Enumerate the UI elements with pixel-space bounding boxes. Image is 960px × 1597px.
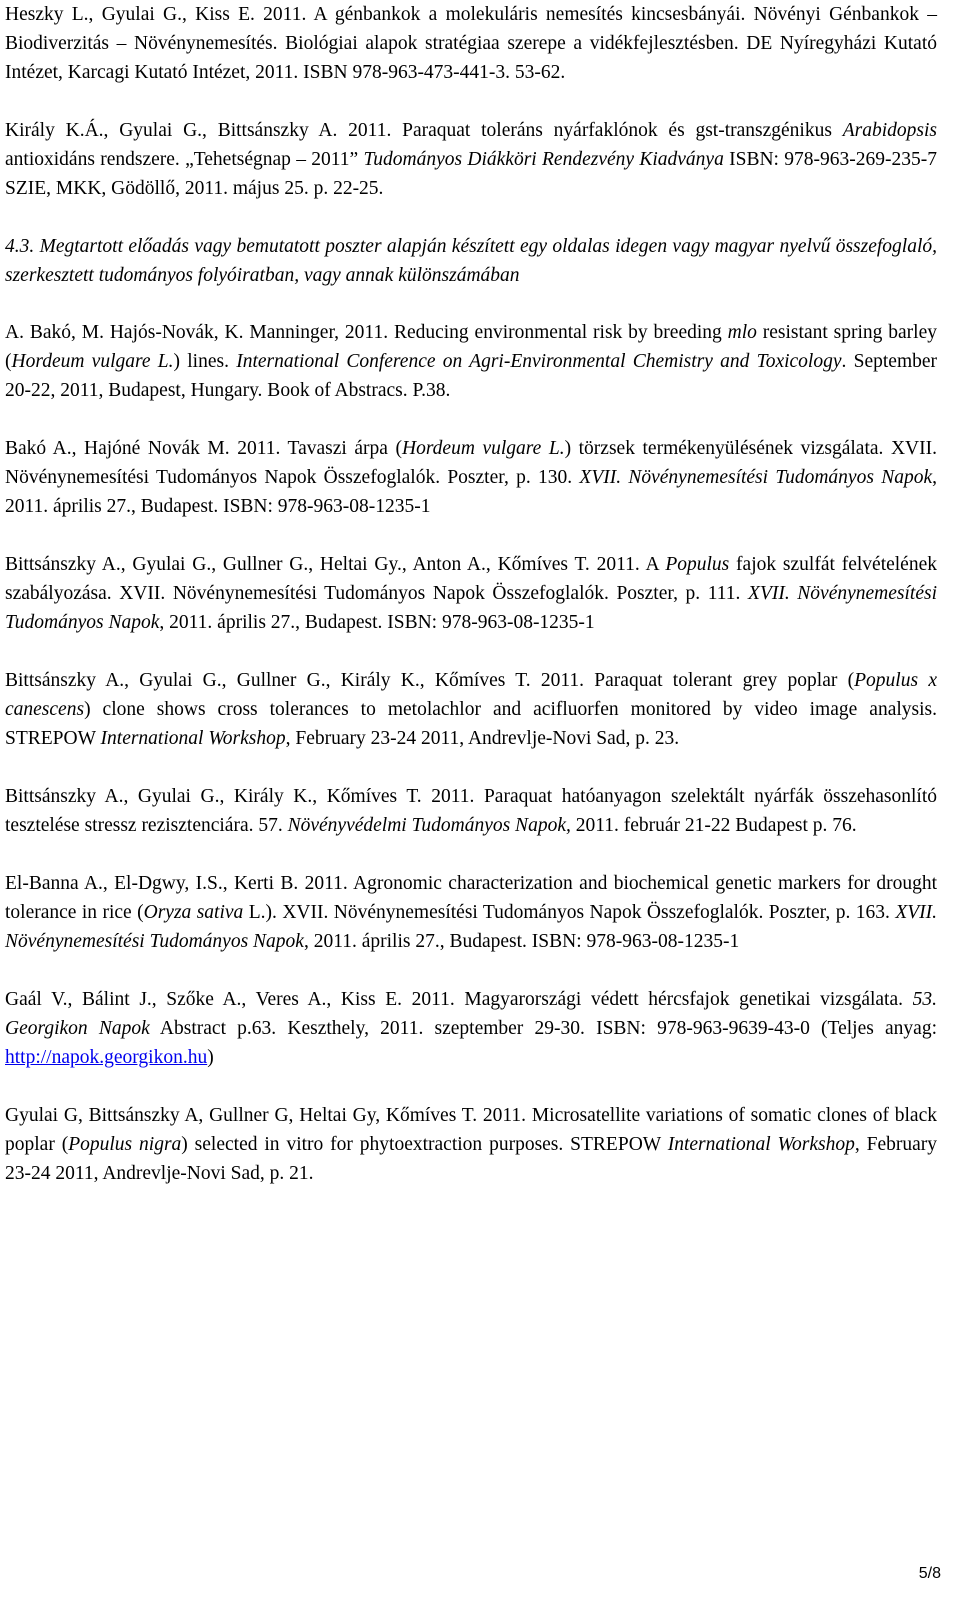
- reference-text: Gaál V., Bálint J., Szőke A., Veres A., Kiss E. 2011. Magyarországi védett hércsfajok genetikai vizsgálata.: [5, 989, 913, 1010]
- reference-italic-text: Hordeum vulgare L.: [11, 351, 174, 372]
- reference-entry: [5, 0, 937, 87]
- reference-entry: [5, 666, 937, 753]
- spacer: [5, 203, 937, 232]
- reference-text: Bittsánszky A., Gyulai G., Gullner G., Heltai Gy., Anton A., Kőmíves T. 2011. A: [5, 554, 666, 575]
- reference-text: , 2011. április 27., Budapest. ISBN: 978-963-08-1235-1: [303, 931, 740, 952]
- section-heading: 4.3. Megtartott előadás vagy bemutatott poszter alapján készített egy oldalas idegen vagy magyar nyelvű összefoglaló, szerkesztett tudományos folyóiratban, vagy annak különszámában: [5, 236, 937, 286]
- reference-italic-text: Arabidopsis: [842, 120, 937, 141]
- reference-entry: [5, 1101, 937, 1188]
- reference-entry: [5, 782, 937, 840]
- reference-italic-text: International Workshop: [100, 728, 286, 749]
- reference-text: Király K.Á., Gyulai G., Bittsánszky A. 2011. Paraquat toleráns nyárfaklónok és gst-transzgénikus: [5, 120, 843, 141]
- reference-text: 2011. február 21-22 Budapest p. 76.: [570, 815, 857, 836]
- spacer: [5, 290, 937, 318]
- reference-italic-text: mlo: [727, 322, 757, 343]
- reference-italic-text: International Workshop: [667, 1134, 855, 1155]
- reference-text: Heszky L., Gyulai G., Kiss E. 2011. A génbankok a molekuláris nemesítés kincsesbányái. Növényi Génbankok – Biodiverzitás – Növénynemesítés. Biológiai alapok stratégiaa szerepe a vidékfejlesztésben. DE Nyíregyházi Kutató Intézet, Karcagi Kutató Intézet, 2011. ISBN 978-963-473-441-3. 53-62.: [5, 4, 937, 83]
- reference-text: , February 23-24 2011, Andrevlje-Novi Sad, p. 23.: [285, 728, 680, 749]
- reference-italic-text: Tudományos Diákköri Rendezvény Kiadványa: [363, 149, 724, 170]
- reference-italic-text: Populus x canescens: [5, 670, 937, 720]
- reference-text: ) törzsek termékenyülésének vizsgálata. XVII. Növénynemesítési Tudományos Napok Összefoglalók. Poszter, p. 130.: [5, 438, 937, 488]
- reference-italic-text: XVII. Növénynemesítési Tudományos Napok: [5, 583, 938, 633]
- reference-italic-text: Növényvédelmi Tudományos Napok,: [287, 815, 571, 836]
- reference-text: . September 20-22, 2011, Budapest, Hungary. Book of Abstracs. P.38.: [5, 351, 938, 401]
- reference-text: antioxidáns rendszere. „Tehetségnap – 2011”: [5, 149, 364, 170]
- reference-italic-text: 53. Georgikon Napok: [5, 989, 937, 1039]
- reference-italic-text: Oryza sativa: [143, 902, 244, 923]
- reference-text: , 2011. április 27., Budapest. ISBN: 978-963-08-1235-1: [159, 612, 595, 633]
- reference-text: Gyulai G, Bittsánszky A, Gullner G, Heltai Gy, Kőmíves T. 2011. Microsatellite variations of somatic clones of black poplar (: [5, 1105, 937, 1155]
- reference-italic-text: Populus: [665, 554, 730, 575]
- reference-italic-text: XVII. Növénynemesítési Tudományos Napok: [579, 467, 933, 488]
- reference-text: fajok szulfát felvételének szabályozása. XVII. Növénynemesítési Tudományos Napok Összefoglalók. Poszter, p. 111.: [5, 554, 937, 604]
- page-number: 5/8: [918, 1565, 941, 1582]
- reference-text: ) lines.: [173, 351, 237, 372]
- spacer: [5, 637, 937, 666]
- reference-entry: [5, 434, 937, 521]
- reference-text: , 2011. április 27., Budapest. ISBN: 978-963-08-1235-1: [5, 467, 937, 517]
- reference-link[interactable]: http://napok.georgikon.hu: [5, 1047, 208, 1068]
- spacer: [5, 753, 937, 782]
- reference-text: L.). XVII. Növénynemesítési Tudományos Napok Összefoglalók. Poszter, p. 163.: [243, 902, 896, 923]
- document-page: [5, 0, 937, 1188]
- reference-text: Bakó A., Hajóné Novák M. 2011. Tavaszi árpa (: [5, 438, 402, 459]
- reference-text: ) clone shows cross tolerances to metolachlor and acifluorfen monitored by video image analysis. STREPOW: [5, 699, 937, 749]
- spacer: [5, 956, 937, 985]
- reference-entry: [5, 550, 937, 637]
- reference-list-top: [5, 0, 937, 203]
- spacer: [5, 87, 937, 116]
- reference-text: ): [207, 1047, 214, 1068]
- reference-entry: [5, 116, 937, 203]
- reference-italic-text: Populus nigra: [68, 1134, 182, 1155]
- reference-italic-text: XVII. Növénynemesítési Tudományos Napok: [5, 902, 937, 952]
- spacer: [5, 405, 937, 434]
- spacer: [5, 840, 937, 869]
- reference-text: ISBN: 978-963-269-235-7 SZIE, MKK, Gödöllő, 2011. május 25. p. 22-25.: [5, 149, 937, 199]
- reference-text: ) selected in vitro for phytoextraction purposes. STREPOW: [181, 1134, 668, 1155]
- reference-text: resistant spring barley (: [5, 322, 937, 372]
- reference-text: Abstract p.63. Keszthely, 2011. szeptember 29-30. ISBN: 978-963-9639-43-0 (Teljes anyag:: [149, 1018, 937, 1039]
- spacer: [5, 1072, 937, 1101]
- reference-text: , February 23-24 2011, Andrevlje-Novi Sad, p. 21.: [5, 1134, 937, 1184]
- reference-list-bottom: [5, 318, 937, 1188]
- spacer: [5, 521, 937, 550]
- reference-text: Bittsánszky A., Gyulai G., Gullner G., Király K., Kőmíves T. 2011. Paraquat tolerant grey poplar (: [5, 670, 855, 691]
- reference-entry: [5, 869, 937, 956]
- reference-italic-text: International Conference on Agri-Environmental Chemistry and Toxicology: [236, 351, 842, 372]
- reference-italic-text: Hordeum vulgare L.: [401, 438, 565, 459]
- reference-text: Bittsánszky A., Gyulai G., Király K., Kőmíves T. 2011. Paraquat hatóanyagon szelektált nyárfák összehasonlító tesztelése stressz rezisztenciára. 57.: [5, 786, 937, 836]
- reference-text: El-Banna A., El-Dgwy, I.S., Kerti B. 2011. Agronomic characterization and biochemical genetic markers for drought tolerance in rice (: [5, 873, 937, 923]
- reference-text: A. Bakó, M. Hajós-Novák, K. Manninger, 2011. Reducing environmental risk by breeding: [5, 322, 728, 343]
- reference-entry: [5, 985, 937, 1072]
- reference-entry: [5, 318, 937, 405]
